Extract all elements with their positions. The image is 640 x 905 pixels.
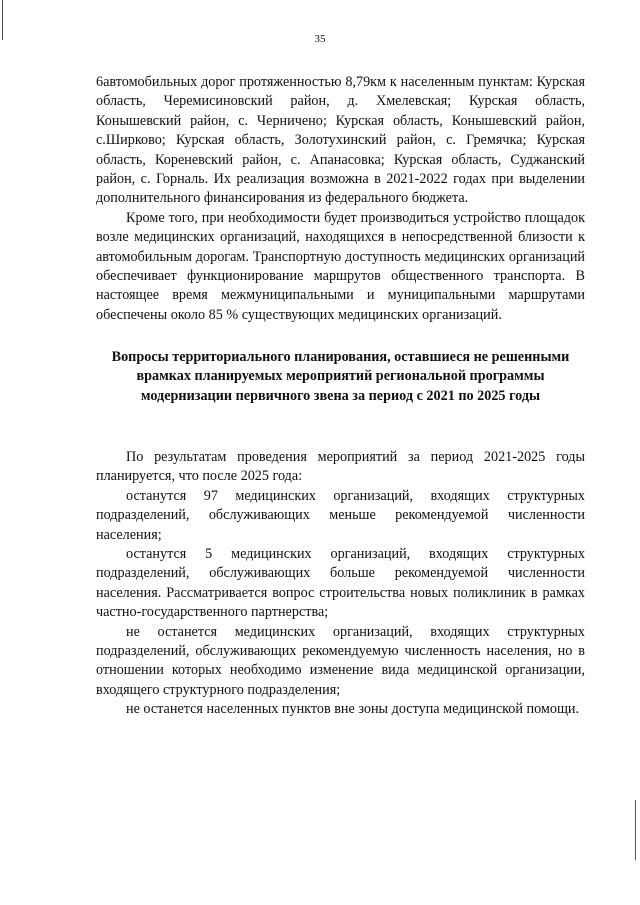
body-text-bottom bbox=[96, 448, 585, 720]
list-item: не останется населенных пунктов вне зоны доступа медицинской помощи. bbox=[126, 701, 580, 718]
section-heading: Вопросы территориального планирования, оставшиеся не решенными врамках планируемых мероприятий региональной программы модернизации первичного звена за период с 2021 по 2025 годы bbox=[111, 349, 570, 404]
paragraph-results: По результатам проведения мероприятий за период 2021-2025 годы планируется, что после 2025 года: bbox=[96, 449, 585, 485]
paragraph-transport: Кроме того, при необходимости будет производиться устройство площадок возле медицинских организаций, находящихся в непосредственной близости к автомобильным дорогам. Транспортную доступность медицинских организаций обеспечивает функционирование маршрутов общественного транспорта. В настоящее время межмуниципальными и муниципальными маршрутами обеспечены около 85 % существующих медицинских организаций. bbox=[96, 209, 585, 323]
list-item: останутся 5 медицинских организаций, входящих структурных подразделений, обслуживающих больше рекомендуемой численности населения. Рассматривается вопрос строительства новых поликлиник в рамках частно-государственного партнерства; bbox=[96, 546, 585, 621]
list-item: останутся 97 медицинских организаций, входящих структурных подразделений, обслуживающих меньше рекомендуемой численности населения; bbox=[96, 487, 585, 543]
body-text-top bbox=[96, 73, 585, 325]
page-number: 35 bbox=[314, 33, 326, 45]
list-item: не останется медицинских организаций, входящих структурных подразделений, обслуживающих рекомендуемую численность населения, но в отношении которых необходимо изменение вида медицинской организации, входящего структурного подразделения; bbox=[96, 623, 585, 698]
right-edge-mark bbox=[635, 800, 636, 860]
paragraph-roads: 6автомобильных дорог протяженностью 8,79км к населенным пунктам: Курская область, Черемисиновский район, д. Хмелевская; Курская область, Конышевский район, с. Черничено; Курская область, Конышевский район, с.Ширково; Курская область, Золотухинский район, с. Гремячка; Курская область, Кореневский район, с. Апанасовка; Курская область, Суджанский район, с. Горналь. Их реализация возможна в 2021-2022 годах при выделении дополнительного финансирования из федерального бюджета. bbox=[96, 74, 585, 207]
